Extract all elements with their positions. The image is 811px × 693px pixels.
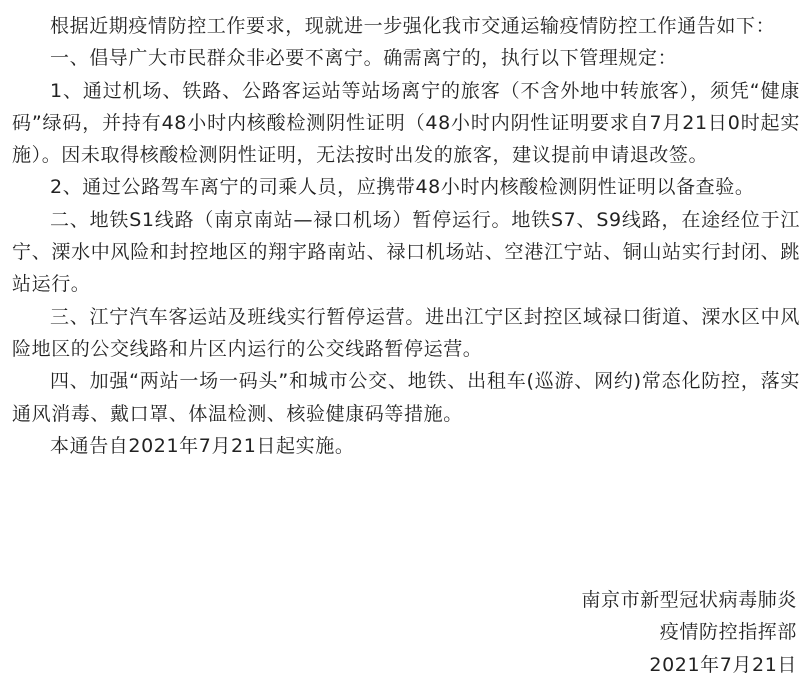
intro-paragraph: 根据近期疫情防控工作要求，现就进一步强化我市交通运输疫情防控工作通告如下： xyxy=(50,15,776,37)
section-4-paragraph: 四、加强“两站一场一码头”和城市公交、地铁、出租车(巡游、网约)常态化防控，落实通风消毒、戴口罩、体温检测、核验健康码等措施。 xyxy=(12,370,800,425)
section-2-paragraph: 二、地铁S1线路（南京南站—禄口机场）暂停运行。地铁S7、S9线路，在途经位于江宁、溧水中风险和封控地区的翔宇路南站、禄口机场站、空港江宁站、铜山站实行封闭、跳站运行。 xyxy=(12,208,800,296)
section-1-item-2: 2、通过公路驾车离宁的司乘人员，应携带48小时内核酸检测阴性证明以备查验。 xyxy=(50,176,755,199)
section-1-item-1: 1、通过机场、铁路、公路客运站等站场离宁的旅客（不含外地中转旅客），须凭“健康码”绿码，并持有48小时内核酸检测阴性证明（48小时内阴性证明要求自7月21日0时起实施）。因未取得核酸检测阴性证明，无法按时出发的旅客，建议提前申请退改签。 xyxy=(12,79,800,167)
notice-body xyxy=(12,10,800,462)
signature-block xyxy=(581,584,797,681)
effective-date-paragraph: 本通告自2021年7月21日起实施。 xyxy=(50,434,355,457)
section-1-heading: 一、倡导广大市民群众非必要不离宁。确需离宁的，执行以下管理规定： xyxy=(50,47,678,70)
signature-org-line1: 南京市新型冠状病毒肺炎 xyxy=(581,589,797,611)
signature-date: 2021年7月21日 xyxy=(649,653,797,676)
signature-org-line2: 疫情防控指挥部 xyxy=(659,621,797,644)
section-3-paragraph: 三、江宁汽车客运站及班线实行暂停运营。进出江宁区封控区域禄口街道、溧水区中风险地区的公交线路和片区内运行的公交线路暂停运营。 xyxy=(12,305,800,360)
